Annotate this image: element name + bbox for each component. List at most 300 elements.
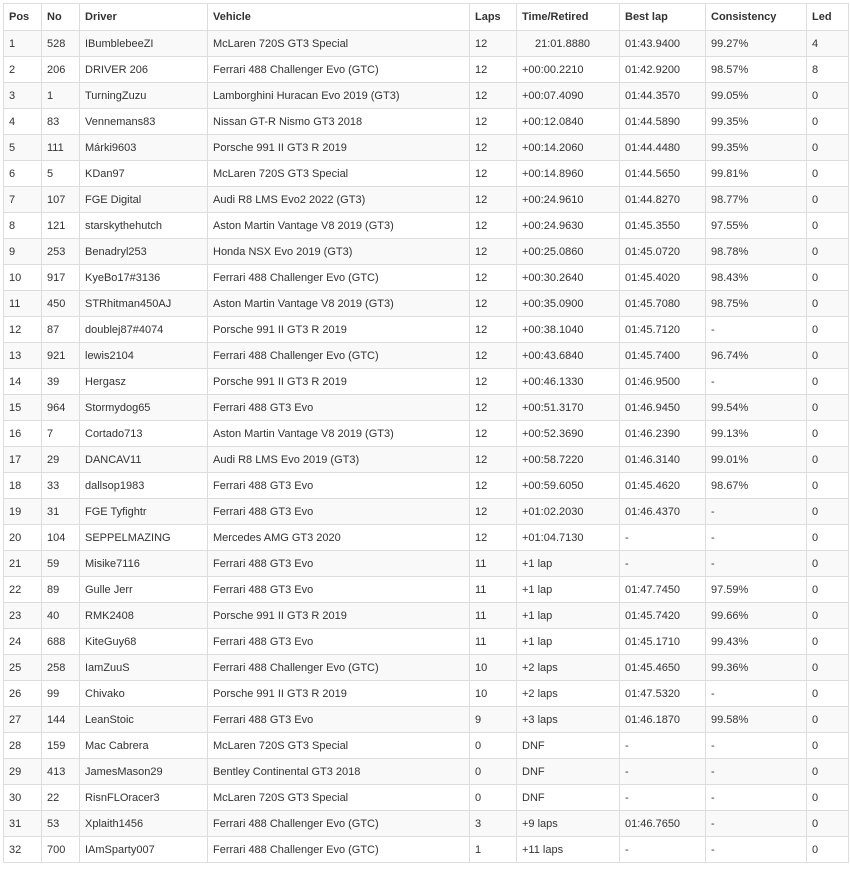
cell-pos: 16 — [4, 421, 42, 447]
cell-best-lap: 01:45.3550 — [620, 213, 706, 239]
cell-led: 0 — [807, 811, 849, 837]
cell-laps: 9 — [470, 707, 517, 733]
cell-led: 0 — [807, 707, 849, 733]
cell-driver: lewis2104 — [80, 343, 208, 369]
cell-led: 0 — [807, 733, 849, 759]
cell-consistency: 99.58% — [706, 707, 807, 733]
cell-driver: LeanStoic — [80, 707, 208, 733]
cell-no: 33 — [42, 473, 80, 499]
cell-best-lap: 01:44.3570 — [620, 83, 706, 109]
cell-laps: 12 — [470, 57, 517, 83]
header-consistency[interactable]: Consistency — [706, 4, 807, 31]
cell-vehicle: Ferrari 488 GT3 Evo — [208, 577, 470, 603]
header-led[interactable]: Led — [807, 4, 849, 31]
table-row — [4, 343, 849, 369]
cell-vehicle: Bentley Continental GT3 2018 — [208, 759, 470, 785]
cell-consistency: - — [706, 369, 807, 395]
cell-led: 0 — [807, 135, 849, 161]
table-row — [4, 655, 849, 681]
cell-time-retired: +00:46.1330 — [517, 369, 620, 395]
cell-time-retired: +00:24.9630 — [517, 213, 620, 239]
table-row — [4, 577, 849, 603]
cell-no: 111 — [42, 135, 80, 161]
cell-best-lap: 01:46.9500 — [620, 369, 706, 395]
cell-consistency: - — [706, 837, 807, 863]
cell-pos: 22 — [4, 577, 42, 603]
cell-driver: doublej87#4074 — [80, 317, 208, 343]
cell-time-retired: +1 lap — [517, 577, 620, 603]
table-row — [4, 499, 849, 525]
cell-driver: starskythehutch — [80, 213, 208, 239]
cell-led: 0 — [807, 629, 849, 655]
cell-time-retired: +00:52.3690 — [517, 421, 620, 447]
cell-vehicle: Ferrari 488 Challenger Evo (GTC) — [208, 265, 470, 291]
cell-pos: 28 — [4, 733, 42, 759]
cell-driver: KiteGuy68 — [80, 629, 208, 655]
cell-best-lap: 01:44.5890 — [620, 109, 706, 135]
cell-driver: Cortado713 — [80, 421, 208, 447]
header-driver[interactable]: Driver — [80, 4, 208, 31]
cell-led: 0 — [807, 473, 849, 499]
cell-laps: 0 — [470, 785, 517, 811]
cell-vehicle: Ferrari 488 GT3 Evo — [208, 707, 470, 733]
cell-best-lap: 01:46.3140 — [620, 447, 706, 473]
table-row — [4, 603, 849, 629]
table-row — [4, 707, 849, 733]
table-row — [4, 265, 849, 291]
cell-laps: 12 — [470, 187, 517, 213]
table-row — [4, 83, 849, 109]
table-row — [4, 421, 849, 447]
cell-vehicle: Ferrari 488 GT3 Evo — [208, 473, 470, 499]
cell-consistency: - — [706, 499, 807, 525]
cell-vehicle: Ferrari 488 Challenger Evo (GTC) — [208, 343, 470, 369]
cell-vehicle: Audi R8 LMS Evo2 2022 (GT3) — [208, 187, 470, 213]
cell-consistency: 99.05% — [706, 83, 807, 109]
cell-pos: 20 — [4, 525, 42, 551]
table-row — [4, 291, 849, 317]
cell-vehicle: Lamborghini Huracan Evo 2019 (GT3) — [208, 83, 470, 109]
table-row — [4, 447, 849, 473]
table-row — [4, 525, 849, 551]
cell-time-retired: +01:04.7130 — [517, 525, 620, 551]
cell-driver: SEPPELMAZING — [80, 525, 208, 551]
cell-no: 253 — [42, 239, 80, 265]
cell-pos: 3 — [4, 83, 42, 109]
cell-time-retired: +1 lap — [517, 603, 620, 629]
cell-laps: 12 — [470, 109, 517, 135]
cell-time-retired: +00:59.6050 — [517, 473, 620, 499]
header-no[interactable]: No — [42, 4, 80, 31]
cell-pos: 7 — [4, 187, 42, 213]
header-time-retired[interactable]: Time/Retired — [517, 4, 620, 31]
table-row — [4, 395, 849, 421]
cell-time-retired: +9 laps — [517, 811, 620, 837]
cell-consistency: 99.35% — [706, 135, 807, 161]
cell-consistency: 99.35% — [706, 109, 807, 135]
cell-vehicle: Ferrari 488 GT3 Evo — [208, 551, 470, 577]
cell-laps: 12 — [470, 83, 517, 109]
cell-led: 0 — [807, 681, 849, 707]
cell-consistency: 99.01% — [706, 447, 807, 473]
cell-no: 83 — [42, 109, 80, 135]
cell-pos: 18 — [4, 473, 42, 499]
cell-best-lap: 01:47.7450 — [620, 577, 706, 603]
cell-time-retired: 21:01.8880 — [517, 31, 620, 57]
cell-no: 964 — [42, 395, 80, 421]
cell-laps: 0 — [470, 759, 517, 785]
cell-best-lap: 01:44.4480 — [620, 135, 706, 161]
cell-consistency: - — [706, 811, 807, 837]
cell-driver: Stormydog65 — [80, 395, 208, 421]
cell-time-retired: +00:51.3170 — [517, 395, 620, 421]
cell-laps: 10 — [470, 681, 517, 707]
cell-no: 1 — [42, 83, 80, 109]
table-row — [4, 161, 849, 187]
cell-pos: 32 — [4, 837, 42, 863]
cell-led: 0 — [807, 421, 849, 447]
cell-time-retired: DNF — [517, 759, 620, 785]
cell-laps: 11 — [470, 629, 517, 655]
table-row — [4, 213, 849, 239]
cell-vehicle: Ferrari 488 Challenger Evo (GTC) — [208, 837, 470, 863]
cell-time-retired: DNF — [517, 733, 620, 759]
cell-consistency: - — [706, 785, 807, 811]
cell-led: 8 — [807, 57, 849, 83]
cell-laps: 12 — [470, 525, 517, 551]
cell-driver: Vennemans83 — [80, 109, 208, 135]
cell-led: 0 — [807, 83, 849, 109]
cell-time-retired: +00:58.7220 — [517, 447, 620, 473]
cell-driver: Mac Cabrera — [80, 733, 208, 759]
cell-best-lap: 01:45.4650 — [620, 655, 706, 681]
cell-led: 0 — [807, 603, 849, 629]
cell-driver: JamesMason29 — [80, 759, 208, 785]
cell-vehicle: McLaren 720S GT3 Special — [208, 31, 470, 57]
cell-vehicle: Porsche 991 II GT3 R 2019 — [208, 317, 470, 343]
cell-no: 104 — [42, 525, 80, 551]
cell-laps: 12 — [470, 31, 517, 57]
table-row — [4, 239, 849, 265]
cell-pos: 26 — [4, 681, 42, 707]
cell-laps: 12 — [470, 239, 517, 265]
cell-laps: 11 — [470, 577, 517, 603]
cell-led: 0 — [807, 577, 849, 603]
cell-time-retired: +2 laps — [517, 681, 620, 707]
cell-led: 0 — [807, 525, 849, 551]
cell-no: 206 — [42, 57, 80, 83]
cell-no: 528 — [42, 31, 80, 57]
cell-laps: 12 — [470, 317, 517, 343]
cell-driver: IBumblebeeZI — [80, 31, 208, 57]
cell-no: 5 — [42, 161, 80, 187]
cell-best-lap: - — [620, 759, 706, 785]
cell-driver: KyeBo17#3136 — [80, 265, 208, 291]
cell-no: 22 — [42, 785, 80, 811]
cell-vehicle: Ferrari 488 Challenger Evo (GTC) — [208, 655, 470, 681]
cell-vehicle: Ferrari 488 Challenger Evo (GTC) — [208, 811, 470, 837]
cell-driver: Hergasz — [80, 369, 208, 395]
cell-driver: Misike7116 — [80, 551, 208, 577]
cell-laps: 12 — [470, 395, 517, 421]
cell-best-lap: 01:42.9200 — [620, 57, 706, 83]
cell-consistency: 99.66% — [706, 603, 807, 629]
cell-led: 0 — [807, 499, 849, 525]
cell-consistency: - — [706, 681, 807, 707]
cell-best-lap: - — [620, 837, 706, 863]
table-row — [4, 681, 849, 707]
cell-pos: 29 — [4, 759, 42, 785]
cell-led: 0 — [807, 369, 849, 395]
cell-driver: Chivako — [80, 681, 208, 707]
cell-laps: 12 — [470, 213, 517, 239]
cell-no: 107 — [42, 187, 80, 213]
cell-laps: 10 — [470, 655, 517, 681]
cell-best-lap: 01:46.1870 — [620, 707, 706, 733]
cell-laps: 3 — [470, 811, 517, 837]
cell-pos: 10 — [4, 265, 42, 291]
cell-vehicle: McLaren 720S GT3 Special — [208, 733, 470, 759]
table-row — [4, 369, 849, 395]
cell-laps: 0 — [470, 733, 517, 759]
cell-pos: 13 — [4, 343, 42, 369]
cell-best-lap: 01:45.4020 — [620, 265, 706, 291]
table-row — [4, 57, 849, 83]
cell-driver: Gulle Jerr — [80, 577, 208, 603]
cell-laps: 12 — [470, 473, 517, 499]
cell-driver: Xplaith1456 — [80, 811, 208, 837]
cell-no: 87 — [42, 317, 80, 343]
cell-time-retired: +00:07.4090 — [517, 83, 620, 109]
cell-laps: 11 — [470, 551, 517, 577]
cell-best-lap: 01:45.0720 — [620, 239, 706, 265]
cell-best-lap: - — [620, 551, 706, 577]
cell-pos: 31 — [4, 811, 42, 837]
cell-consistency: 98.75% — [706, 291, 807, 317]
cell-pos: 11 — [4, 291, 42, 317]
cell-time-retired: +00:25.0860 — [517, 239, 620, 265]
cell-best-lap: 01:47.5320 — [620, 681, 706, 707]
header-laps[interactable]: Laps — [470, 4, 517, 31]
cell-time-retired: +00:24.9610 — [517, 187, 620, 213]
cell-time-retired: +00:14.2060 — [517, 135, 620, 161]
cell-no: 29 — [42, 447, 80, 473]
cell-vehicle: Ferrari 488 GT3 Evo — [208, 499, 470, 525]
cell-pos: 8 — [4, 213, 42, 239]
cell-time-retired: +11 laps — [517, 837, 620, 863]
cell-no: 39 — [42, 369, 80, 395]
cell-pos: 27 — [4, 707, 42, 733]
cell-vehicle: Ferrari 488 GT3 Evo — [208, 395, 470, 421]
cell-laps: 1 — [470, 837, 517, 863]
cell-led: 0 — [807, 395, 849, 421]
cell-best-lap: 01:45.7080 — [620, 291, 706, 317]
cell-best-lap: - — [620, 733, 706, 759]
cell-vehicle: Honda NSX Evo 2019 (GT3) — [208, 239, 470, 265]
cell-led: 0 — [807, 447, 849, 473]
cell-best-lap: 01:44.5650 — [620, 161, 706, 187]
cell-laps: 12 — [470, 499, 517, 525]
cell-pos: 24 — [4, 629, 42, 655]
cell-pos: 1 — [4, 31, 42, 57]
cell-no: 450 — [42, 291, 80, 317]
cell-time-retired: +00:35.0900 — [517, 291, 620, 317]
cell-time-retired: +1 lap — [517, 629, 620, 655]
cell-vehicle: Aston Martin Vantage V8 2019 (GT3) — [208, 213, 470, 239]
cell-consistency: - — [706, 317, 807, 343]
cell-laps: 12 — [470, 421, 517, 447]
cell-driver: FGE Tyfightr — [80, 499, 208, 525]
cell-pos: 4 — [4, 109, 42, 135]
cell-consistency: 98.77% — [706, 187, 807, 213]
cell-best-lap: - — [620, 785, 706, 811]
cell-led: 0 — [807, 759, 849, 785]
cell-led: 0 — [807, 785, 849, 811]
cell-best-lap: 01:45.7120 — [620, 317, 706, 343]
cell-pos: 14 — [4, 369, 42, 395]
table-row — [4, 551, 849, 577]
cell-consistency: 98.67% — [706, 473, 807, 499]
cell-pos: 25 — [4, 655, 42, 681]
cell-driver: IAmSparty007 — [80, 837, 208, 863]
cell-no: 159 — [42, 733, 80, 759]
cell-pos: 12 — [4, 317, 42, 343]
table-row — [4, 759, 849, 785]
table-row — [4, 109, 849, 135]
cell-driver: DANCAV11 — [80, 447, 208, 473]
cell-consistency: - — [706, 525, 807, 551]
cell-driver: Benadryl253 — [80, 239, 208, 265]
table-row — [4, 785, 849, 811]
cell-led: 0 — [807, 551, 849, 577]
cell-vehicle: McLaren 720S GT3 Special — [208, 161, 470, 187]
cell-led: 0 — [807, 213, 849, 239]
cell-vehicle: Porsche 991 II GT3 R 2019 — [208, 369, 470, 395]
cell-time-retired: +3 laps — [517, 707, 620, 733]
cell-best-lap: 01:45.7400 — [620, 343, 706, 369]
cell-led: 0 — [807, 317, 849, 343]
header-row — [4, 4, 849, 31]
cell-laps: 12 — [470, 343, 517, 369]
cell-driver: KDan97 — [80, 161, 208, 187]
cell-no: 7 — [42, 421, 80, 447]
cell-pos: 23 — [4, 603, 42, 629]
cell-time-retired: +00:30.2640 — [517, 265, 620, 291]
cell-led: 0 — [807, 291, 849, 317]
cell-consistency: 99.27% — [706, 31, 807, 57]
cell-best-lap: 01:46.2390 — [620, 421, 706, 447]
cell-best-lap: 01:45.7420 — [620, 603, 706, 629]
cell-laps: 12 — [470, 291, 517, 317]
cell-best-lap: 01:43.9400 — [620, 31, 706, 57]
cell-led: 0 — [807, 343, 849, 369]
cell-vehicle: Nissan GT-R Nismo GT3 2018 — [208, 109, 470, 135]
cell-no: 258 — [42, 655, 80, 681]
cell-laps: 12 — [470, 447, 517, 473]
cell-consistency: 98.43% — [706, 265, 807, 291]
cell-consistency: 99.81% — [706, 161, 807, 187]
cell-best-lap: 01:45.1710 — [620, 629, 706, 655]
cell-best-lap: 01:45.4620 — [620, 473, 706, 499]
results-table-container — [3, 3, 849, 863]
cell-no: 99 — [42, 681, 80, 707]
cell-vehicle: Ferrari 488 GT3 Evo — [208, 629, 470, 655]
cell-time-retired: +00:00.2210 — [517, 57, 620, 83]
cell-pos: 5 — [4, 135, 42, 161]
cell-pos: 19 — [4, 499, 42, 525]
header-best-lap[interactable]: Best lap — [620, 4, 706, 31]
cell-vehicle: Porsche 991 II GT3 R 2019 — [208, 135, 470, 161]
cell-consistency: 98.57% — [706, 57, 807, 83]
cell-no: 700 — [42, 837, 80, 863]
cell-driver: DRIVER 206 — [80, 57, 208, 83]
cell-no: 31 — [42, 499, 80, 525]
cell-consistency: 96.74% — [706, 343, 807, 369]
results-body — [4, 31, 849, 863]
header-vehicle[interactable]: Vehicle — [208, 4, 470, 31]
cell-led: 0 — [807, 655, 849, 681]
cell-driver: FGE Digital — [80, 187, 208, 213]
cell-led: 0 — [807, 265, 849, 291]
header-pos[interactable]: Pos — [4, 4, 42, 31]
cell-consistency: 99.36% — [706, 655, 807, 681]
cell-consistency: 98.78% — [706, 239, 807, 265]
cell-consistency: 99.13% — [706, 421, 807, 447]
cell-no: 53 — [42, 811, 80, 837]
cell-pos: 15 — [4, 395, 42, 421]
cell-pos: 2 — [4, 57, 42, 83]
cell-vehicle: Aston Martin Vantage V8 2019 (GT3) — [208, 291, 470, 317]
table-row — [4, 317, 849, 343]
cell-led: 0 — [807, 837, 849, 863]
cell-laps: 12 — [470, 135, 517, 161]
cell-no: 89 — [42, 577, 80, 603]
table-row — [4, 837, 849, 863]
cell-no: 917 — [42, 265, 80, 291]
cell-best-lap: 01:44.8270 — [620, 187, 706, 213]
cell-led: 4 — [807, 31, 849, 57]
cell-laps: 11 — [470, 603, 517, 629]
cell-led: 0 — [807, 109, 849, 135]
cell-no: 59 — [42, 551, 80, 577]
cell-time-retired: DNF — [517, 785, 620, 811]
cell-led: 0 — [807, 161, 849, 187]
cell-best-lap: 01:46.4370 — [620, 499, 706, 525]
cell-consistency: 97.59% — [706, 577, 807, 603]
cell-time-retired: +1 lap — [517, 551, 620, 577]
cell-vehicle: Audi R8 LMS Evo 2019 (GT3) — [208, 447, 470, 473]
cell-driver: IamZuuS — [80, 655, 208, 681]
cell-consistency: - — [706, 733, 807, 759]
cell-consistency: 99.43% — [706, 629, 807, 655]
cell-led: 0 — [807, 239, 849, 265]
cell-best-lap: 01:46.7650 — [620, 811, 706, 837]
cell-time-retired: +00:12.0840 — [517, 109, 620, 135]
cell-pos: 21 — [4, 551, 42, 577]
cell-driver: RMK2408 — [80, 603, 208, 629]
table-row — [4, 473, 849, 499]
cell-vehicle: Mercedes AMG GT3 2020 — [208, 525, 470, 551]
cell-no: 40 — [42, 603, 80, 629]
cell-consistency: 97.55% — [706, 213, 807, 239]
table-row — [4, 811, 849, 837]
cell-led: 0 — [807, 187, 849, 213]
cell-best-lap: 01:46.9450 — [620, 395, 706, 421]
cell-no: 413 — [42, 759, 80, 785]
cell-vehicle: Porsche 991 II GT3 R 2019 — [208, 681, 470, 707]
cell-consistency: 99.54% — [706, 395, 807, 421]
cell-pos: 6 — [4, 161, 42, 187]
